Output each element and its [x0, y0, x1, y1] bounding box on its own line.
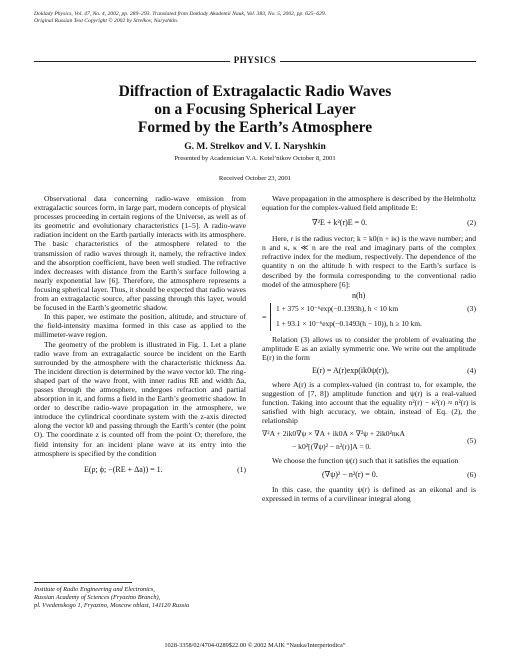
section-heading	[34, 55, 476, 67]
paragraph: In this case, the quantity ψ(r) is defined as an eikonal and is expressed in terms of a curvilinear integral along	[262, 484, 476, 503]
equation-equals: =	[262, 312, 267, 322]
paragraph: Here, r is the radius vector; k = k0(n + iκ) is the wave number; and n and κ, κ ≪ n are the real and imaginary parts of the complex refractive index for the medium, respectively. The dependence of the quantity n on the altitude h with respect to the Earth’s surface is described by the formula corresponding to the conventional radio model of the atmosphere [6]:	[262, 234, 476, 289]
equation-6	[262, 465, 476, 485]
paragraph: In this paper, we estimate the position, altitude, and structure of the field-intensity maxima formed in this case as applied to the millimeter-wave region.	[34, 312, 246, 340]
affiliation-footnote	[34, 586, 254, 609]
equation-line: − k0²[(∇ψ)² − n²(r)]A = 0.	[292, 441, 372, 451]
equation-case: 1 + 375 × 10⁻⁶exp(−0.1393h), h < 10 km	[276, 303, 399, 313]
title-line: on a Focusing Spherical Layer	[154, 101, 356, 118]
equation-number: (5)	[467, 435, 476, 445]
authors: G. M. Strelkov and V. I. Naryshkin	[184, 142, 326, 152]
footnote-line: pl. Vvedenskogo 1, Fryazino, Moscow oblast, 141120 Russia	[34, 601, 190, 609]
right-column	[262, 194, 476, 503]
equation-number: (3)	[467, 303, 476, 313]
paragraph: Wave propagation in the atmosphere is described by the Helmholtz equation for the complex-valued field amplitude E:	[262, 194, 476, 213]
equation-5	[262, 426, 476, 456]
paragraph: Observational data concerning radio-wave emission from extragalactic sources form, in large part, modern concepts of physical processes proceeding in certain regions of the Universe, as well as of its geometric and evolutionary characteristics [1–5]. A radio-wave radiation incident on the Earth partially interacts with its atmosphere. The basic characteristics of the atmosphere related to the transmission of radio waves through it, namely, the refractive index and the absorption coefficient, have been well studied. The refractive index decreases with distance from the Earth’s surface following a nearly exponential law [6]. Therefore, the atmosphere represents a focusing spherical layer. Thus, it should be expected that radio waves from an extragalactic source, after passing through this layer, would be focused in the Earth’s geometric shadow.	[34, 194, 246, 313]
equation-2	[262, 212, 476, 234]
equation-body: E(r) = A(r)exp(ik0ψ(r)),	[312, 366, 389, 376]
case-brace	[270, 303, 274, 331]
issn-line: 1028-3358/02/4704-0289$22.00 © 2002 MAIK “Nauka/Interperiodica”	[164, 642, 346, 649]
title-line: Diffraction of Extragalactic Radio Waves	[118, 83, 392, 100]
paper-title	[34, 83, 476, 137]
equation-number: (4)	[467, 366, 476, 376]
equation-case: 1 + 93.1 × 10⁻⁶exp(−0.1493(h − 10)), h ≥ 10 km.	[276, 318, 422, 328]
equation-number: (1)	[237, 464, 246, 474]
equation-lhs: n(h)	[352, 290, 366, 300]
paragraph: where A(r) is a complex-valued (in contrast to, for example, the suggestion of [7, 8]) amplitude function and ψ(r) is a real-valued function. Taking into account that the equality n²(r) − κ²(r) ≈ n²(r) is satisfied with high accuracy, we obtain, instead of Eq. (2), the relationship	[262, 380, 476, 426]
equation-3	[262, 289, 476, 335]
paragraph: Relation (3) allows us to consider the problem of evaluating the amplitude E as an axially symmetric one. We write out the amplitude E(r) in the form	[262, 334, 476, 362]
copyright-line: Original Russian Text Copyright © 2002 by Strelkov, Naryshkin.	[34, 18, 179, 24]
footnote-line: Russian Academy of Sciences (Fryazino Branch),	[34, 593, 161, 601]
equation-number: (6)	[467, 469, 476, 479]
left-column	[34, 194, 246, 480]
paragraph: The geometry of the problem is illustrated in Fig. 1. Let a plane radio wave from an extragalactic source be incident on the Earth surrounded by the atmosphere with the characteristic thickness Δa. The incident direction is determined by the wave vector k0. The ring-shaped part of the wave front, with inner radius RE and width Δa, passes through the atmosphere, undergoes refraction and partial absorption in it, and forms a field in the Earth’s geometric shadow. In order to describe radio-wave propagation in the atmosphere, we introduce the cylindrical coordinate system with the z-axis directed along the vector k0 and passing through the Earth’s center (the point O). The coordinate z is counted off from the point O; therefore, the field intensity for an incident plane wave at its entry into the atmosphere is specified by the condition	[34, 339, 246, 458]
equation-line: ∇²A + 2ik0∇ψ × ∇A + ik0A × ∇²ψ + 2ik0²nκA	[262, 428, 405, 438]
received-date: Received October 23, 2001	[218, 175, 292, 182]
equation-body: E(ρ; ϕ; −(RE + Δa)) = 1.	[84, 464, 163, 474]
equation-number: (2)	[467, 218, 476, 228]
footnote-line: Institute of Radio Engineering and Electronics,	[34, 586, 155, 593]
equation-4	[262, 362, 476, 380]
paragraph: We choose the function ψ(r) such that it satisfies the equation	[272, 455, 459, 465]
equation-1	[34, 458, 246, 480]
journal-citation: Doklady Physics, Vol. 47, No. 4, 2002, pp. 289–293. Translated from Doklady Akademii Nauk, Vol. 383, No. 5, 2002, pp. 625–629.	[34, 11, 327, 17]
title-line: Formed by the Earth’s Atmosphere	[137, 119, 373, 136]
footnote-rule	[34, 582, 132, 583]
presented-by: Presented by Academician V.A. Kotel’nikov October 8, 2001	[174, 155, 336, 162]
equation-body: (∇ψ)² − n²(r) = 0.	[322, 469, 378, 479]
section-label: PHYSICS	[230, 55, 281, 65]
equation-body: ∇²E + k²(r)E = 0.	[312, 218, 368, 228]
